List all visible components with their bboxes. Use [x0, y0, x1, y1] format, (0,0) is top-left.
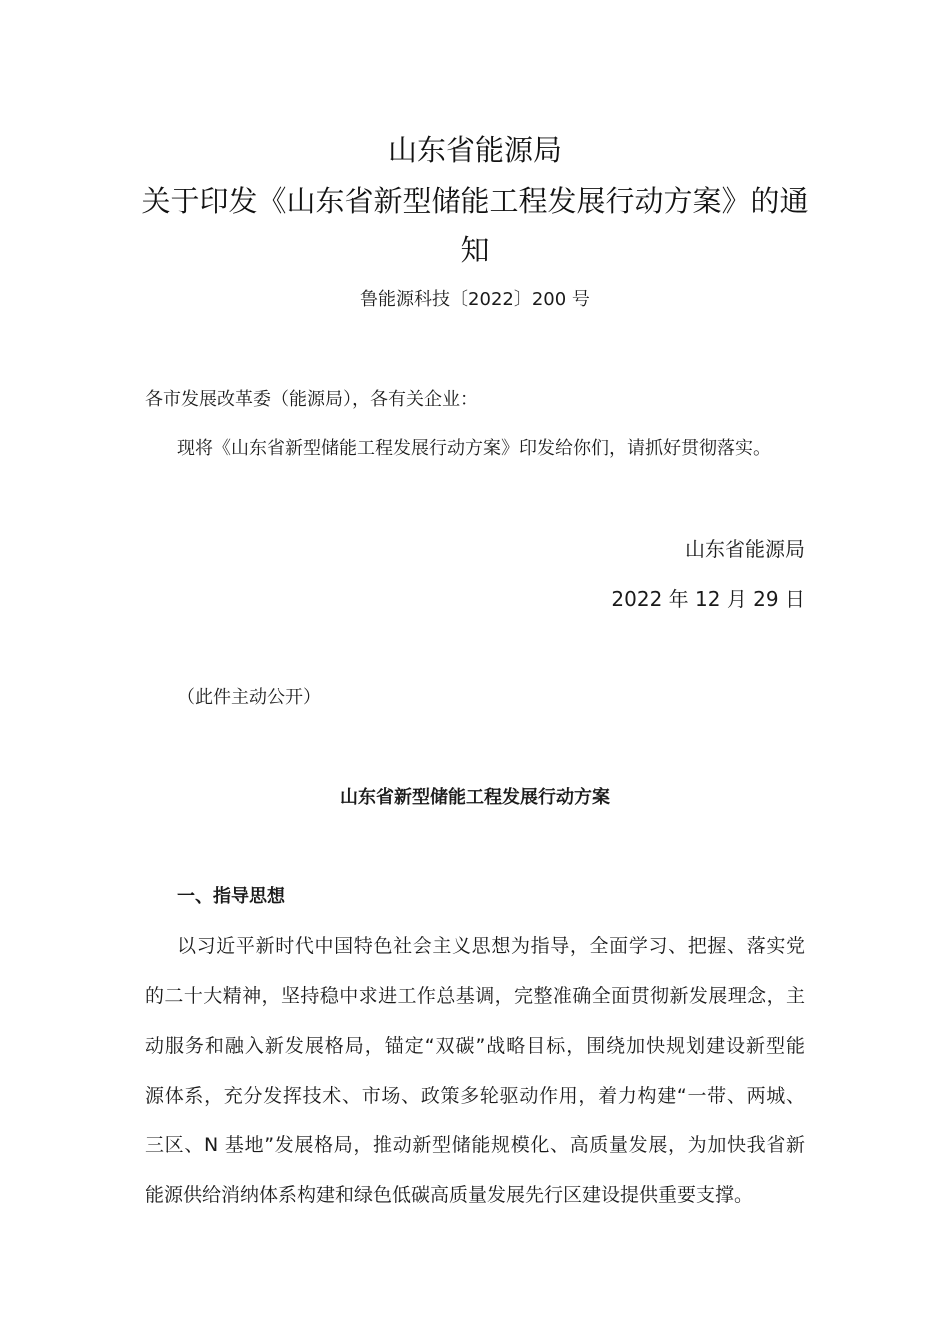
paragraph-line: 的二十大精神，坚持稳中求进工作总基调，完整准确全面贯彻新发展理念，主 — [145, 985, 805, 1007]
notice-title-line-2: 关于印发《山东省新型储能工程发展行动方案》的通 — [141, 184, 809, 218]
paragraph-line: 三区、N 基地”发展格局，推动新型储能规模化、高质量发展，为加快我省新 — [145, 1134, 805, 1156]
section-heading: 一、指导思想 — [177, 886, 285, 907]
issue-date: 2022 年 12 月 29 日 — [611, 587, 805, 611]
paragraph-line: 以习近平新时代中国特色社会主义思想为指导，全面学习、把握、落实党 — [177, 935, 805, 957]
paragraph-line: 动服务和融入新发展格局，锚定“双碳”战略目标，围绕加快规划建设新型能 — [145, 1035, 805, 1057]
document-number: 鲁能源科技〔2022〕200 号 — [360, 289, 590, 310]
signature: 山东省能源局 — [685, 537, 805, 561]
paragraph-line: 源体系，充分发挥技术、市场、政策多轮驱动作用，着力构建“一带、两城、 — [145, 1085, 805, 1107]
notice-body: 现将《山东省新型储能工程发展行动方案》印发给你们，请抓好贯彻落实。 — [177, 438, 771, 459]
paragraph-line: 能源供给消纳体系构建和绿色低碳高质量发展先行区建设提供重要支撑。 — [145, 1184, 754, 1206]
disclosure-note: （此件主动公开） — [177, 687, 321, 708]
addressee: 各市发展改革委（能源局），各有关企业： — [145, 389, 478, 410]
plan-title: 山东省新型储能工程发展行动方案 — [340, 787, 610, 808]
notice-title-line-1: 山东省能源局 — [387, 133, 562, 167]
notice-title-line-3: 知 — [460, 233, 490, 267]
